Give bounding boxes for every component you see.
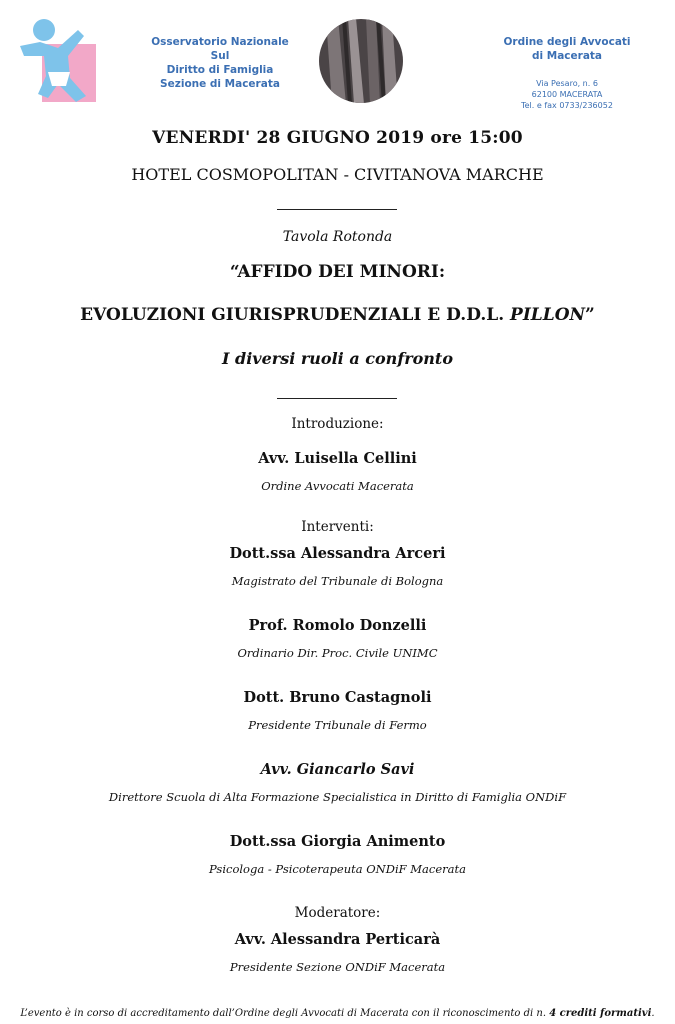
title-line-2: EVOLUZIONI GIURISPRUDENZIALI E D.D.L. PILLON” — [80, 305, 595, 325]
seal-emblem-icon — [318, 18, 404, 104]
bar-association-name: Ordine degli Avvocati di Macerata — [503, 36, 631, 62]
title-line-1: “AFFIDO DEI MINORI: — [229, 262, 446, 282]
speaker-role: Direttore Scuola di Alta Formazione Specialistica in Diritto di Famiglia ONDiF — [108, 790, 567, 804]
speaker-name: Avv. Luisella Cellini — [258, 450, 417, 467]
speaker-name: Dott.ssa Alessandra Arceri — [229, 545, 446, 562]
event-venue: HOTEL COSMOPOLITAN - CIVITANOVA MARCHE — [131, 165, 544, 184]
speaker-name: Prof. Romolo Donzelli — [248, 617, 427, 634]
bar-association-address: Via Pesaro, n. 6 62100 MACERATA Tel. e fax 0733/236052 — [521, 79, 613, 110]
moderator-role: Presidente Sezione ONDiF Macerata — [229, 960, 446, 974]
observatory-name: Osservatorio Nazionale Sul Diritto di Famiglia Sezione di Macerata — [151, 36, 289, 90]
speaker-name: Avv. Giancarlo Savi — [260, 761, 415, 778]
event-type: Tavola Rotonda — [282, 229, 393, 245]
divider — [277, 209, 397, 210]
divider — [277, 398, 397, 399]
event-subtitle: I diversi ruoli a confronto — [221, 349, 453, 368]
speaker-name: Dott.ssa Giorgia Animento — [229, 833, 446, 850]
speaker-role: Ordinario Dir. Proc. Civile UNIMC — [237, 646, 438, 660]
speaker-role: Magistrato del Tribunale di Bologna — [231, 574, 444, 588]
interventions-label: Interventi: — [301, 519, 374, 535]
speaker-name: Dott. Bruno Castagnoli — [243, 689, 432, 706]
speaker-role: Ordine Avvocati Macerata — [261, 479, 414, 493]
moderator-label: Moderatore: — [294, 905, 381, 921]
speaker-role: Psicologa - Psicoterapeuta ONDiF Macerata — [209, 862, 466, 876]
letterhead — [0, 0, 675, 120]
speaker-role: Presidente Tribunale di Fermo — [248, 718, 427, 732]
moderator-name: Avv. Alessandra Perticarà — [234, 931, 441, 948]
accreditation-note: L’evento è in corso di accreditamento dall’Ordine degli Avvocati di Macerata con il riconoscimento di n. 4 crediti formativi. — [20, 1008, 655, 1019]
event-date: VENERDI' 28 GIUGNO 2019 ore 15:00 — [152, 128, 523, 148]
child-logo-icon — [18, 16, 100, 106]
intro-label: Introduzione: — [291, 416, 384, 432]
